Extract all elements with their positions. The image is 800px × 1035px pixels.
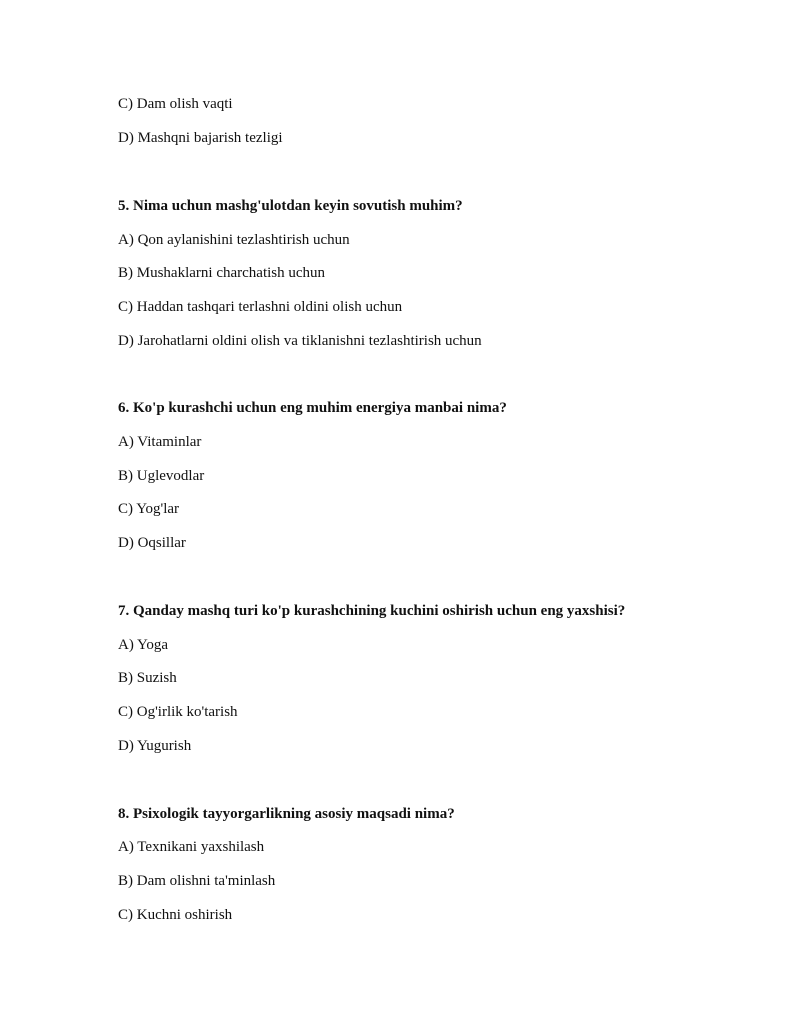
option-5b: B) Mushaklarni charchatish uchun xyxy=(118,265,326,281)
option-5c: C) Haddan tashqari terlashni oldini olish uchun xyxy=(118,299,403,315)
option-8b: B) Dam olishni ta'minlash xyxy=(118,873,276,889)
option-4c: C) Dam olish vaqti xyxy=(118,96,233,112)
question-6-title: 6. Ko'p kurashchi uchun eng muhim energiya manbai nima? xyxy=(118,400,507,416)
option-4d: D) Mashqni bajarish tezligi xyxy=(118,130,283,146)
option-5a: A) Qon aylanishini tezlashtirish uchun xyxy=(118,232,350,248)
option-5d: D) Jarohatlarni oldini olish va tiklanishni tezlashtirish uchun xyxy=(118,333,482,349)
option-6b: B) Uglevodlar xyxy=(118,468,205,484)
option-6c: C) Yog'lar xyxy=(118,501,180,517)
question-7-title: 7. Qanday mashq turi ko'p kurashchining kuchini oshirish uchun eng yaxshisi? xyxy=(118,603,626,619)
question-5-title: 5. Nima uchun mashg'ulotdan keyin sovutish muhim? xyxy=(118,198,463,214)
option-6d: D) Oqsillar xyxy=(118,535,186,551)
option-7c: C) Og'irlik ko'tarish xyxy=(118,704,238,720)
option-8a: A) Texnikani yaxshilash xyxy=(118,839,265,855)
option-7a: A) Yoga xyxy=(118,637,169,653)
option-6a: A) Vitaminlar xyxy=(118,434,202,450)
question-8-title: 8. Psixologik tayyorgarlikning asosiy maqsadi nima? xyxy=(118,806,455,822)
option-7b: B) Suzish xyxy=(118,670,177,686)
option-8c: C) Kuchni oshirish xyxy=(118,907,233,923)
option-7d: D) Yugurish xyxy=(118,738,192,754)
